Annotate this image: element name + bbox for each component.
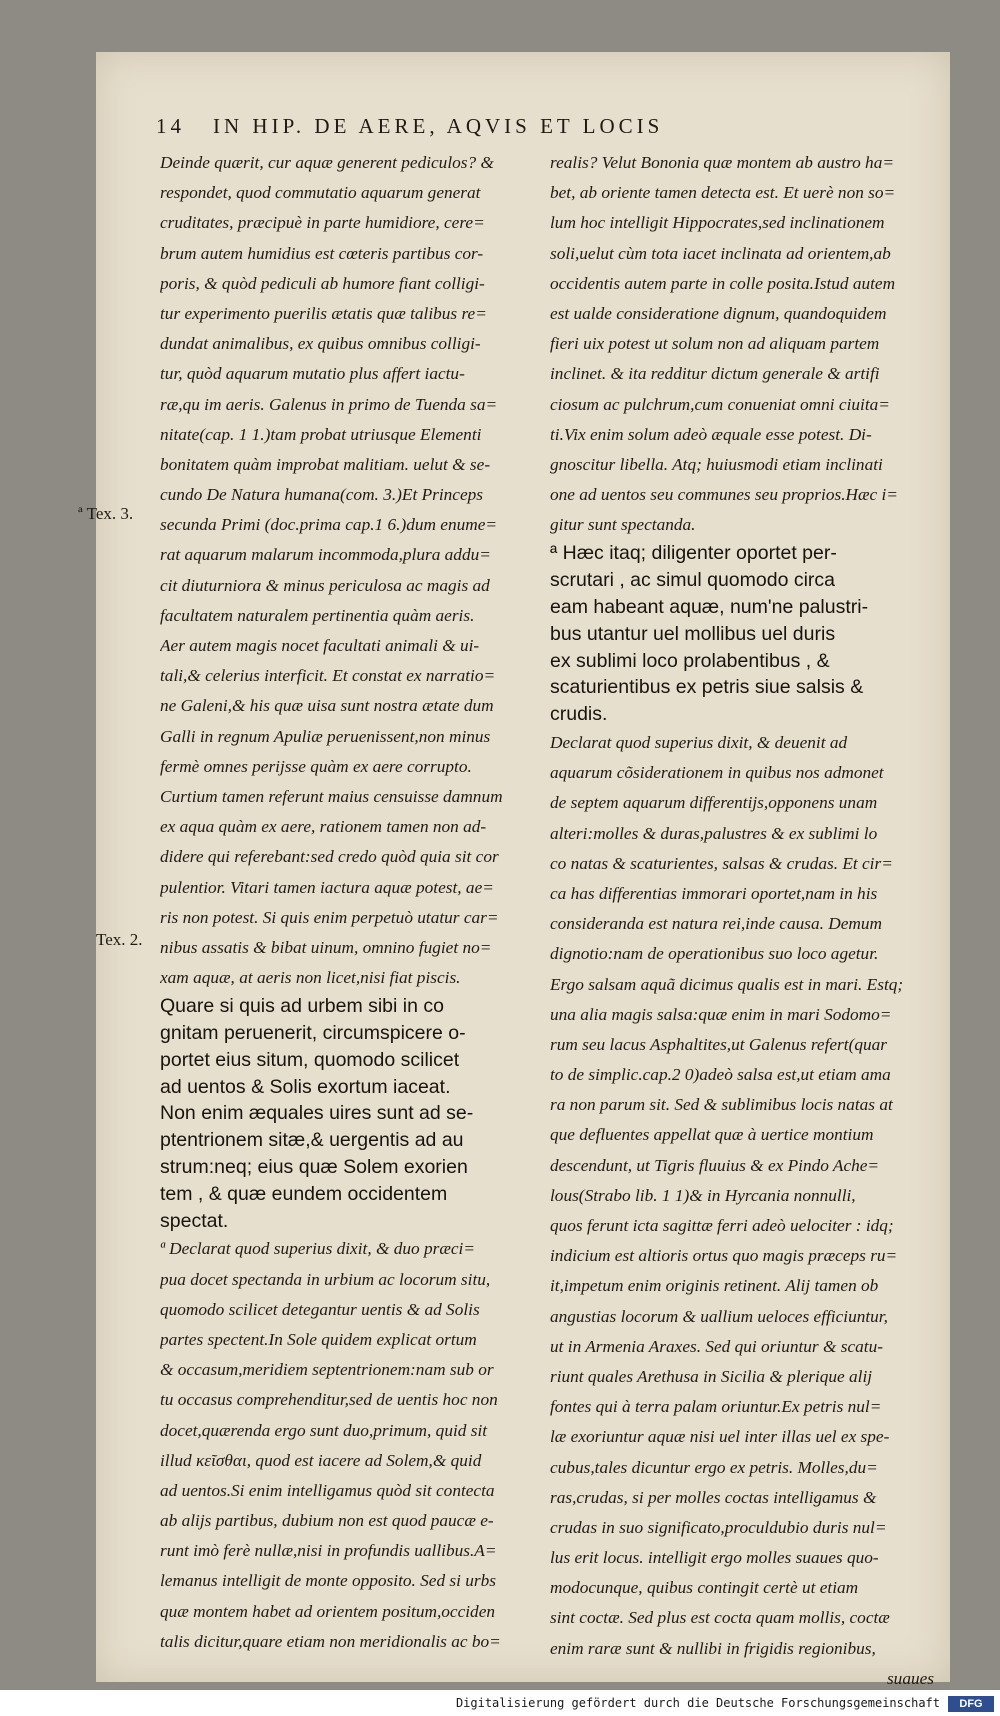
- text-line: tem , & quæ eundem occidentem: [160, 1182, 448, 1205]
- right-commentary-2: [550, 728, 934, 1694]
- text-line: cit diuturniora & minus periculosa ac magis ad: [160, 575, 490, 595]
- text-line: talis dicitur,quare etiam non meridionalis ac bo=: [160, 1631, 501, 1651]
- text-line: quæ montem habet ad orientem positum,occiden: [160, 1601, 496, 1621]
- text-line: una alia magis salsa:quæ enim in mari Sodomo=: [550, 1004, 892, 1024]
- text-line: indicium est altioris ortus quo magis præceps ru=: [550, 1246, 898, 1266]
- text-line: de septem aquarum differentijs,opponens unam: [550, 793, 878, 813]
- text-line: ti.Vix enim solum adeò æquale esse potest. Di-: [550, 424, 872, 444]
- text-line: ut in Armenia Araxes. Sed qui oriuntur & scatu-: [550, 1336, 883, 1356]
- text-line: facultatem naturalem pertinentia quàm aeris.: [160, 605, 475, 625]
- text-line: pua docet spectanda in urbium ac locorum situ,: [160, 1269, 491, 1289]
- text-line: tu occasus comprehenditur,sed de uentis hoc non: [160, 1390, 498, 1410]
- running-head: [156, 114, 936, 139]
- text-line: rum seu lacus Asphaltites,ut Galenus refert(quar: [550, 1034, 887, 1054]
- text-line: est ualde consideratione dignum, quandoquidem: [550, 303, 887, 323]
- text-line: ex sublimi loco prolabentibus , &: [550, 649, 830, 672]
- text-line: gitur sunt spectanda.: [550, 515, 696, 535]
- text-line: ne Galeni,& his quæ uisa sunt nostra ætate dum: [160, 696, 494, 716]
- text-line: spectat.: [160, 1209, 229, 1232]
- text-line: bus utantur uel mollibus uel duris: [550, 622, 836, 645]
- text-line: tur experimento puerilis ætatis quæ talibus re=: [160, 303, 487, 323]
- text-line: ad uentos & Solis exortum iaceat.: [160, 1075, 451, 1098]
- text-line: Curtium tamen referunt maius censuisse damnum: [160, 786, 503, 806]
- text-line: lus erit locus. intelligit ergo molles suaues quo-: [550, 1548, 879, 1568]
- running-head-title: IN HIP. DE AERE, AQVIS ET LOCIS: [213, 114, 664, 138]
- text-line: ptentrionem sitæ,& uergentis ad au: [160, 1129, 464, 1152]
- text-line: Non enim æquales uires sunt ad se-: [160, 1102, 474, 1125]
- left-hippocrates-text: [160, 993, 540, 1234]
- text-line: & occasum,meridiem septentrionem:nam sub or: [160, 1360, 494, 1380]
- text-line: ra non parum sit. Sed & sublimibus locis natas at: [550, 1095, 893, 1115]
- book-page: [78, 52, 950, 1688]
- text-line: tali,& celerius interficit. Et constat ex narratio=: [160, 666, 496, 686]
- text-line: ad uentos.Si enim intelligamus quòd sit contecta: [160, 1480, 495, 1500]
- text-line: co natas & scaturientes, salsas & crudas. Et cir=: [550, 853, 893, 873]
- text-line: ex aqua quàm ex aere, rationem tamen non ad-: [160, 817, 487, 837]
- text-line: gnitam peruenerit, circumspicere o-: [160, 1022, 466, 1045]
- text-line: cruditates, præcipuè in parte humidiore, cere=: [160, 213, 485, 233]
- text-line: scaturientibus ex petris siue salsis &: [550, 676, 864, 699]
- text-line: gnoscitur libella. Atq; huiusmodi etiam inclinati: [550, 454, 883, 474]
- text-line: riunt quales Arethusa in Sicilia & plerique alij: [550, 1366, 873, 1386]
- text-line: ciosum ac pulchrum,cum conueniat omni ciuita=: [550, 394, 890, 414]
- text-line: crudis.: [550, 703, 608, 726]
- text-line: sint coctæ. Sed plus est cocta quam mollis, coctæ: [550, 1608, 890, 1628]
- text-line: alteri:molles & duras,palustres & ex sublimi lo: [550, 823, 878, 843]
- text-line: fermè omnes perijsse quàm ex aere corrupto.: [160, 756, 472, 776]
- margin-note-tex2: Tex. 2.: [96, 930, 143, 949]
- text-line: crudas in suo significato,proculdubio duris nul=: [550, 1517, 887, 1537]
- text-line: didere qui referebant:sed credo quòd quia sit cor: [160, 847, 499, 867]
- text-line: enim raræ sunt & nullibi in frigidis regionibus,: [550, 1638, 876, 1658]
- text-line: dignotio:nam de operationibus suo loco agetur.: [550, 944, 879, 964]
- text-line: realis? Velut Bononia quæ montem ab austro ha=: [550, 153, 894, 172]
- text-line: secunda Primi (doc.prima cap.1 6.)dum enume=: [160, 515, 498, 535]
- text-line: læ exoriuntur aquæ nisi uel inter illas uel ex spe-: [550, 1427, 890, 1447]
- text-line: scrutari , ac simul quomodo circa: [550, 569, 836, 592]
- text-line: pulentior. Vitari tamen iactura aquæ potest, ae=: [160, 877, 494, 897]
- text-line: ca has differentias immorari oportet,nam in his: [550, 883, 878, 903]
- catchword: suaues: [886, 1668, 934, 1688]
- text-line: xam aquæ, at aeris non licet,nisi fiat piscis.: [160, 968, 461, 988]
- text-line: Aer autem magis nocet facultati animali & ui-: [160, 636, 480, 655]
- text-line: Ergo salsam aquã dicimus qualis est in mari. Estq;: [550, 974, 904, 994]
- text-line: nitate(cap. 1 1.)tam probat utriusque Elementi: [160, 424, 482, 444]
- text-line: cundo De Natura humana(com. 3.)Et Princeps: [160, 485, 484, 505]
- text-line: ræ,qu im aeris. Galenus in primo de Tuenda sa=: [160, 394, 498, 414]
- text-line: Deinde quærit, cur aquæ generent pediculos? &: [160, 153, 494, 172]
- text-line: Galli in regnum Apuliæ peruenissent,non minus: [160, 726, 491, 746]
- left-commentary-2: [160, 1234, 540, 1657]
- text-line: ab alijs partibus, dubium non est quod paucæ e-: [160, 1511, 494, 1531]
- text-line: lous(Strabo lib. 1 1)& in Hyrcania nonnulli,: [550, 1185, 856, 1205]
- text-line: quos ferunt icta sagittæ ferri adeò uelociter : idq;: [550, 1216, 894, 1236]
- right-commentary-1: [550, 148, 934, 540]
- text-line: ª Declarat quod superius dixit, & duo præci=: [160, 1239, 475, 1259]
- text-line: ris non potest. Si quis enim perpetuò utatur car=: [160, 907, 499, 927]
- text-line: lemanus intelligit de monte opposito. Sed si urbs: [160, 1571, 497, 1591]
- text-line: one ad uentos seu communes seu proprios.Hæc i=: [550, 485, 898, 505]
- text-line: dundat animalibus, ex quibus omnibus colligi-: [160, 334, 481, 354]
- text-line: Declarat quod superius dixit, & deuenit ad: [550, 733, 848, 753]
- text-line: poris, & quòd pediculi ab humore fiant colligi-: [160, 273, 485, 293]
- text-line: portet eius situm, quomodo scilicet: [160, 1048, 460, 1071]
- text-line: it,impetum enim originis retinent. Alij tamen ob: [550, 1276, 879, 1296]
- text-line: fontes qui à terra palam oriuntur.Ex petris nul=: [550, 1397, 882, 1417]
- text-line: bonitatem quàm improbat malitiam. uelut & se-: [160, 454, 491, 474]
- text-line: partes spectent.In Sole quidem explicat ortum: [160, 1329, 477, 1349]
- text-line: tur, quòd aquarum mutatio plus affert iactu-: [160, 364, 465, 384]
- text-line: que defluentes appellat quæ à uertice montium: [550, 1125, 874, 1145]
- text-line: illud κεῖσθαι, quod est iacere ad Solem,& quid: [160, 1450, 482, 1470]
- text-line: lum hoc intelligit Hippocrates,sed inclinationem: [550, 213, 885, 233]
- text-line: inclinet. & ita redditur dictum generale & artifi: [550, 364, 880, 384]
- text-line: quomodo scilicet detegantur uentis & ad Solis: [160, 1299, 480, 1319]
- text-line: runt imò ferè nullæ,nisi in profundis uallibus.A=: [160, 1541, 497, 1561]
- text-line: to de simplic.cap.2 0)adeò salsa est,ut etiam ama: [550, 1065, 891, 1085]
- text-line: modocunque, quibus contingit certè ut etiam: [550, 1578, 859, 1598]
- left-column: [160, 148, 540, 1657]
- text-line: nibus assatis & bibat uinum, omnino fugiet no=: [160, 937, 492, 957]
- text-line: strum:neq; eius quæ Solem exorien: [160, 1156, 468, 1179]
- text-line: cubus,tales dicuntur ergo ex petris. Molles,du=: [550, 1457, 878, 1477]
- text-line: angustias locorum & uallium ueloces efficiuntur,: [550, 1306, 888, 1326]
- text-line: bet, ab oriente tamen detecta est. Et uerè non so=: [550, 183, 896, 203]
- text-line: ª Hæc itaq; diligenter oportet per-: [550, 542, 837, 565]
- text-line: descendunt, ut Tigris fluuius & ex Pindo Ache=: [550, 1155, 880, 1175]
- right-hippocrates-text: [550, 540, 934, 728]
- page-number: 14: [156, 114, 185, 138]
- text-line: eam habeant aquæ, num'ne palustri-: [550, 596, 869, 619]
- text-line: aquarum cõsiderationem in quibus nos admonet: [550, 763, 884, 783]
- right-column: [550, 148, 934, 1694]
- dfg-logo: DFG: [948, 1696, 994, 1712]
- text-line: fieri uix potest ut solum non ad aliquam partem: [550, 334, 880, 354]
- text-line: respondet, quod commutatio aquarum generat: [160, 183, 481, 203]
- margin-note-tex3: ª Tex. 3.: [78, 504, 134, 523]
- left-commentary-1: [160, 148, 540, 993]
- text-line: docet,quærenda ergo sunt duo,primum, quid sit: [160, 1420, 488, 1440]
- text-line: Quare si quis ad urbem sibi in co: [160, 995, 444, 1018]
- text-line: soli,uelut cùm tota iacet inclinata ad orientem,ab: [550, 243, 891, 263]
- text-line: consideranda est natura rei,inde causa. Demum: [550, 914, 882, 934]
- digitization-footer: [0, 1694, 1000, 1716]
- text-line: occidentis autem parte in colle posita.Istud autem: [550, 273, 896, 293]
- text-line: brum autem humidius est cœteris partibus cor-: [160, 243, 484, 263]
- footer-credit: Digitalisierung gefördert durch die Deutsche Forschungsgemeinschaft: [455, 1696, 940, 1710]
- text-line: rat aquarum malarum incommoda,plura addu=: [160, 545, 491, 565]
- text-line: ras,crudas, si per molles coctas intelligamus &: [550, 1487, 877, 1507]
